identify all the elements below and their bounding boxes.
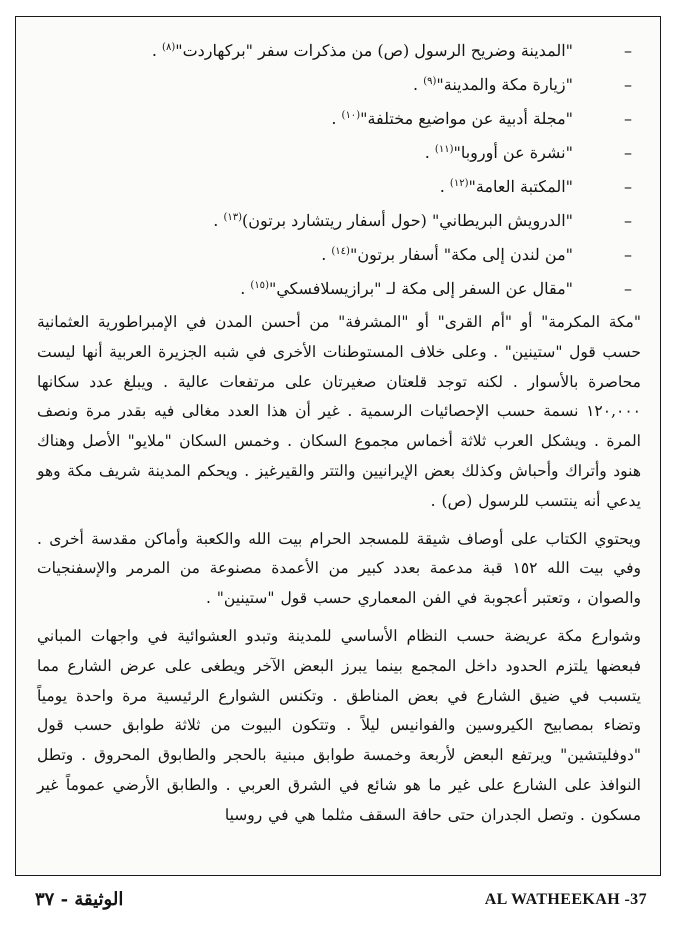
list-item: – "المكتبة العامة"$^{(١٢)}$ . <box>37 170 641 204</box>
footnote-marker: (١٣) <box>223 212 243 223</box>
list-item: – "مجلة أدبية عن مواضيع مختلفة"$^{(١٠)}$ . <box>37 102 641 136</box>
reference-title: "الدرويش البريطاني" (حول أسفار ريتشارد برتون) <box>242 211 573 230</box>
reference-title: "مقال عن السفر إلى مكة لـ "برازيسلافسكي" <box>268 279 573 298</box>
dash-bullet: – <box>624 211 632 230</box>
dash-bullet: – <box>624 279 632 298</box>
paragraph-holy-mosque: ويحتوي الكتاب على أوصاف شيقة للمسجد الحرام بيت الله والكعبة وأماكن مقدسة أخرى . وفي بيت الله ١٥٢ قبة مدعمة بعدد كبير من الأعمدة مصنوعة من المرمر والإسفنجيات والصوان ، وتعتبر أعجوبة في الفن المعماري حسب قول "ستينين" . <box>37 529 642 608</box>
dash-bullet: – <box>624 41 632 60</box>
footnote-marker: (٨) <box>162 42 176 53</box>
list-item: – "من لندن إلى مكة" أسفار برتون"$^{(١٤)}$ . <box>37 238 641 272</box>
list-item: – "مقال عن السفر إلى مكة لـ "برازيسلافسكي"$^{(١٥)}$ . <box>37 272 641 306</box>
footnote-marker: (١٠) <box>341 110 361 121</box>
reference-title: "زيارة مكة والمدينة" <box>436 75 573 94</box>
footnote-marker: (١١) <box>434 144 454 155</box>
dash-bullet: – <box>624 143 632 162</box>
reference-title: "نشرة عن أوروبا" <box>453 143 573 162</box>
dash-bullet: – <box>624 75 632 94</box>
dash-bullet: – <box>624 109 632 128</box>
page-footer <box>15 889 661 915</box>
footer-english-page-label: AL WATHEEKAH -37 <box>484 891 647 908</box>
reference-title: "المدينة وضريح الرسول (ص) من مذكرات سفر "بركهاردت" <box>175 41 573 60</box>
reference-title: "من لندن إلى مكة" أسفار برتون" <box>349 245 573 264</box>
footnote-marker: (١٤) <box>331 246 350 257</box>
list-item: – "نشرة عن أوروبا"$^{(١١)}$ . <box>37 136 641 170</box>
reference-title: "مجلة أدبية عن مواضيع مختلفة" <box>360 109 573 128</box>
dash-bullet: – <box>624 177 632 196</box>
reference-list <box>37 34 641 306</box>
footer-arabic-page-label: الوثيقة - ٣٧ <box>35 889 124 910</box>
list-item: – "الدرويش البريطاني" (حول أسفار ريتشارد برتون)$^{(١٣)}$ . <box>37 204 641 238</box>
paragraph-streets: وشوارع مكة عريضة حسب النظام الأساسي للمدينة وتبدو العشوائية في واجهات المباني فبعضها يلتزم الحدود داخل المجمع بينما يبرز البعض الآخر ويطغى على عرض الشارع مما يتسبب في ضيق الشارع في بعض المناطق . وتكنس الشوارع الرئيسية مرة واحدة يومياً وتضاء بمصابيح الكيروسين والفوانيس ليلاً . وتتكون البيوت من ثلاثة طوابق حسب قول "دوفليتشين" ويرتفع البعض لأربعة وخمسة طوابق مبنية بالحجر والطابوق المحروق . وتطل النوافذ على الشارع على غير ما هو شائع في الشرق العربي . والطابق الأرضي عموماً غير مسكون . وتصل الجدران حتى حافة السقف مثلما هي في روسيا <box>37 626 641 824</box>
reference-title: "المكتبة العامة" <box>468 177 573 196</box>
list-item: – "المدينة وضريح الرسول (ص) من مذكرات سفر "بركهاردت"$^{(٨)}$ . <box>37 34 641 68</box>
footnote-marker: (١٥) <box>250 280 269 291</box>
dash-bullet: – <box>624 245 632 264</box>
list-item: – "زيارة مكة والمدينة"$^{(٩)}$ . <box>37 68 641 102</box>
footnote-marker: (٩) <box>423 76 437 87</box>
footnote-marker: (١٢) <box>449 178 469 189</box>
paragraph-mecca: "مكة المكرمة" أو "أم القرى" أو "المشرفة" من أحسن المدن في الإمبراطورية العثمانية حسب قول "ستينين" . وعلى خلاف المستوطنات الأخرى في شبه الجزيرة العربية أنها ليست محاصرة بالأسوار . لكنه توجد قلعتان صغيرتان على مرتفعات عالية . ويبلغ عدد سكانها ١٢٠,٠٠٠ نسمة حسب الإحصائيات الرسمية . غير أن هذا العدد مغالى فيه بقدر مرة ونصف المرة . ويشكل العرب ثلاثة أخماس مجموع السكان . وخمس السكان "ملايو" الأصل وهناك هنود وأتراك وأحباش وكذلك بعض الإيرانيين والتتر والقيرغيز . ويحكم المدينة شريف مكة وهو يدعي أنه ينتسب للرسول (ص) . <box>37 313 641 510</box>
document-body <box>37 34 641 839</box>
